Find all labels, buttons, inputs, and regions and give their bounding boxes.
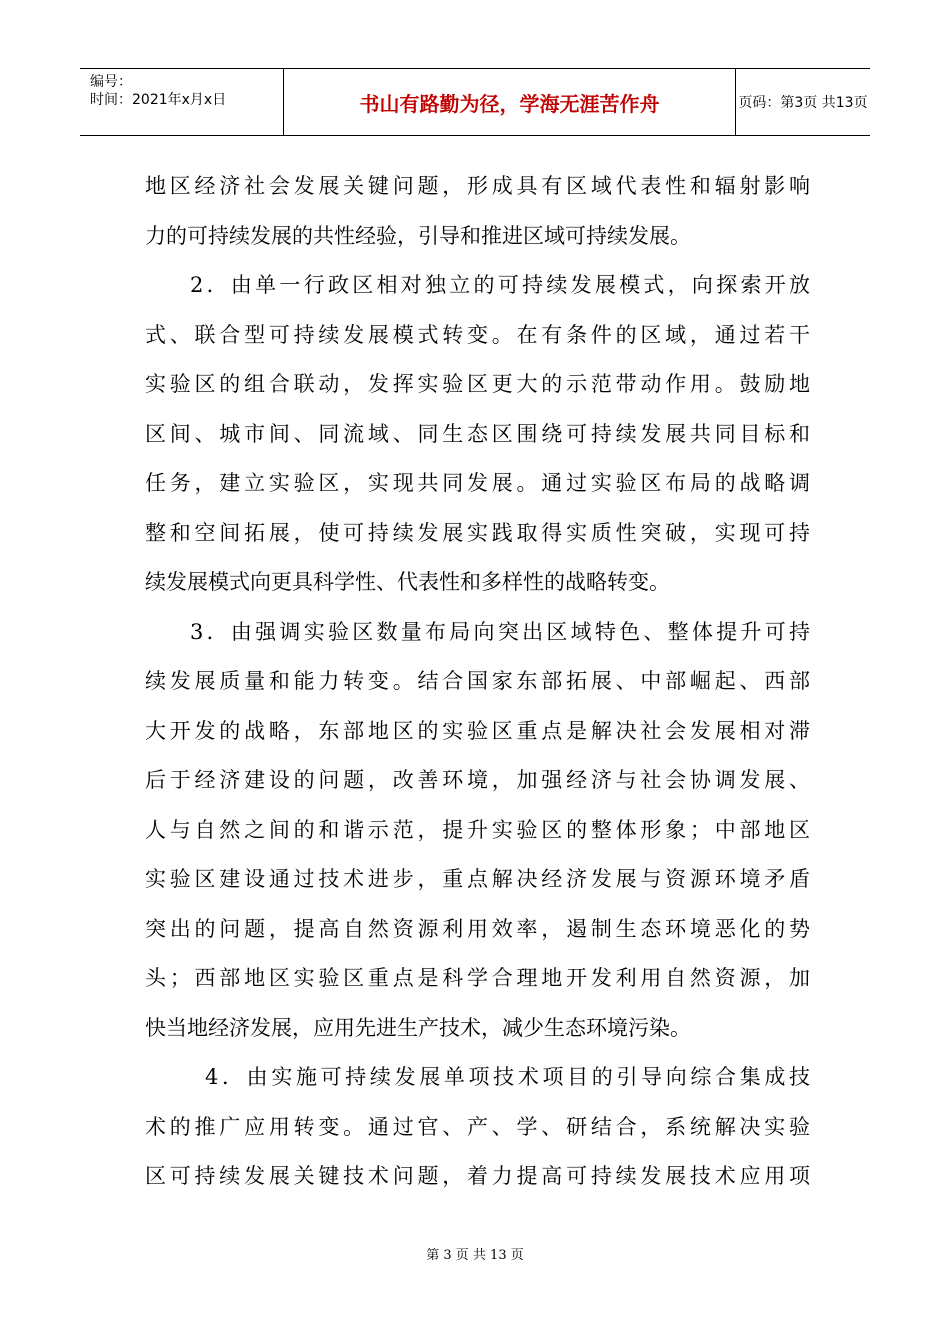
text-line: 式、联合型可持续发展模式转变。在有条件的区域，通过若干: [145, 322, 810, 347]
text-line: 续发展质量和能力转变。结合国家东部拓展、中部崛起、西部: [145, 669, 810, 693]
text-line: 后于经济建设的问题，改善环境，加强经济与社会协调发展、: [145, 768, 810, 792]
text-line: 地区经济社会发展关键问题，形成具有区域代表性和辐射影响: [145, 174, 810, 198]
text-line: 续发展模式向更具科学性、代表性和多样性的战略转变。: [145, 570, 670, 594]
text-line: 快当地经济发展，应用先进生产技术，减少生态环境污染。: [145, 1015, 691, 1040]
header-motto: 书山有路勤为径，学海无涯苦作舟: [284, 69, 736, 135]
paragraph-start: 4．由实施可持续发展单项技术项目的引导向综合集成技: [205, 1065, 810, 1089]
page-footer: 第 3 页 共 13 页: [426, 1248, 524, 1263]
text-line: 区可持续发展关键技术问题，着力提高可持续发展技术应用项: [145, 1164, 810, 1188]
text-line: 实验区的组合联动，发挥实验区更大的示范带动作用。鼓励地: [145, 372, 810, 396]
text-line: 术的推广应用转变。通过官、产、学、研结合，系统解决实验: [145, 1114, 810, 1139]
text-line: 区间、城市间、同流域、同生态区围绕可持续发展共同目标和: [145, 421, 810, 446]
text-line: 实验区建设通过技术进步，重点解决经济发展与资源环境矛盾: [145, 867, 810, 891]
code-label: 编号：: [90, 74, 132, 90]
text-line: 任务，建立实验区，实现共同发展。通过实验区布局的战略调: [145, 471, 810, 495]
text-line: 头；西部地区实验区重点是科学合理地开发利用自然资源，加: [145, 966, 810, 990]
header-page-number: 页码：第3页 共13页: [738, 95, 868, 111]
document-body: [145, 162, 810, 1202]
text-line: 人与自然之间的和谐示范，提升实验区的整体形象；中部地区: [145, 817, 810, 842]
text-line: 突出的问题，提高自然资源利用效率，遏制生态环境恶化的势: [145, 916, 810, 941]
header-meta-cell: [80, 69, 284, 135]
text-line: 力的可持续发展的共性经验，引导和推进区域可持续发展。: [145, 223, 691, 248]
time-label: 时间：2021年x月x日: [90, 92, 227, 108]
paragraph-start: 3．由强调实验区数量布局向突出区域特色、整体提升可持: [190, 619, 810, 644]
text-line: 大开发的战略，东部地区的实验区重点是解决社会发展相对滞: [145, 718, 810, 743]
paragraph-start: 2．由单一行政区相对独立的可持续发展模式，向探索开放: [190, 273, 810, 297]
text-line: 整和空间拓展，使可持续发展实践取得实质性突破，实现可持: [145, 520, 810, 545]
page-header: [80, 68, 870, 136]
